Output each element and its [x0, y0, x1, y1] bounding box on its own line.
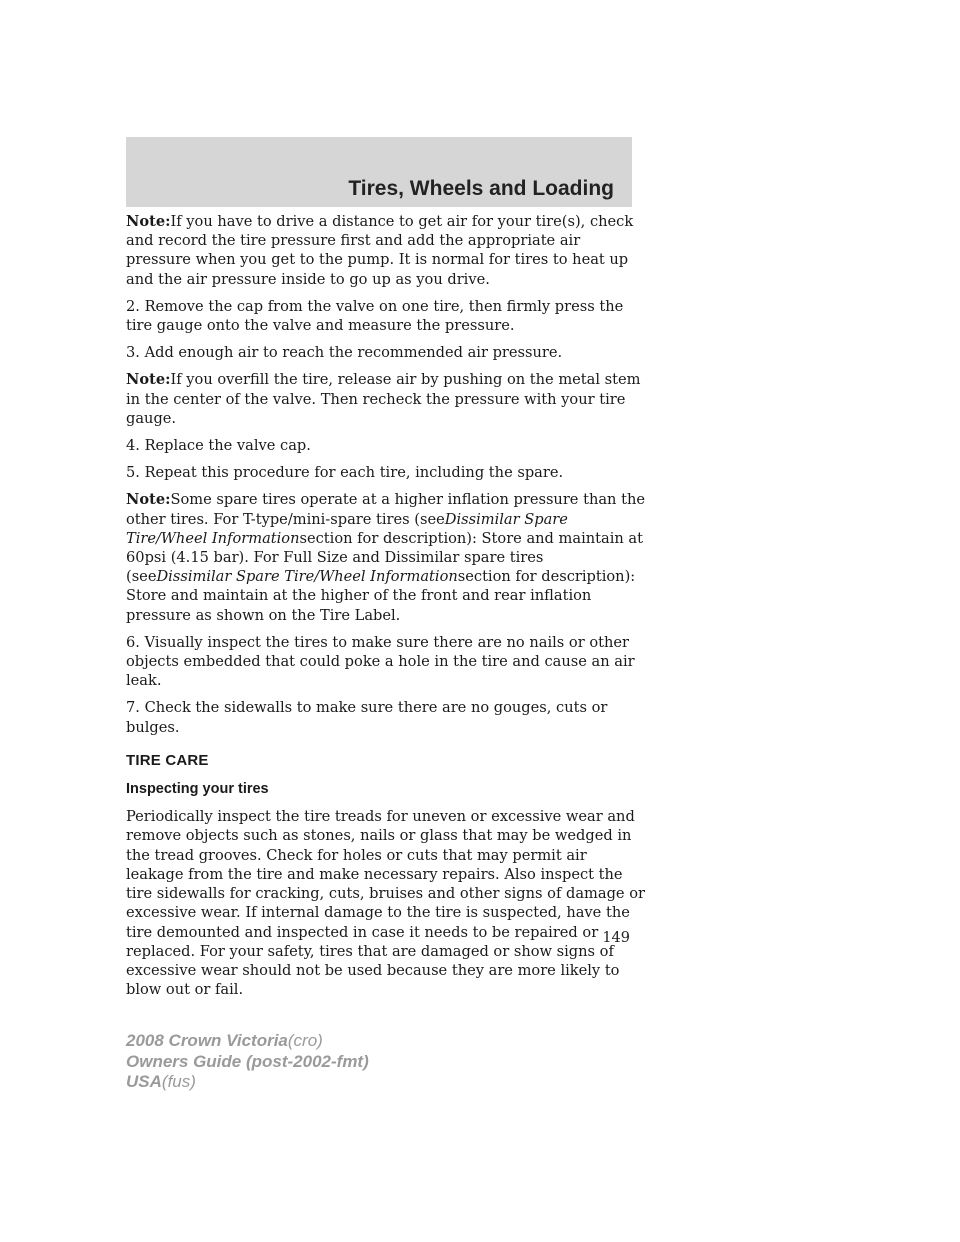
- footer-line: [126, 1031, 369, 1052]
- footer-market: USA: [126, 1072, 162, 1091]
- step-7: 7. Check the sidewalls to make sure there are no gouges, cuts or bulges.: [126, 699, 608, 736]
- step-3: 3. Add enough air to reach the recommended air pressure.: [126, 344, 563, 362]
- body-paragraph: Periodically inspect the tire treads for uneven or excessive wear and remove objects such as stones, nails or glass that may be wedged in the tread grooves. Check for holes or cuts that may permit air leakage from the tire and make necessary repairs. Also inspect the tire sidewalls for cracking, cuts, bruises and other signs of damage or excessive wear. If internal damage to the tire is suspected, have the tire demounted and inspected in case it needs to be repaired or replaced. For your safety, tires that are damaged or show signs of excessive wear should not be used because they are more likely to blow out or fail.: [126, 808, 645, 999]
- note-text: If you overfill the tire, release air by pushing on the metal stem in the center of the valve. Then recheck the pressure with your tire gauge.: [126, 371, 641, 427]
- section-title: Tires, Wheels and Loading: [348, 177, 614, 200]
- footer-line: [126, 1072, 369, 1093]
- cross-reference: Dissimilar Spare Tire/Wheel Information: [156, 568, 458, 586]
- note-text: section for description): Store and maintain at 60psi (4.15 bar). For Full Size and Dissimilar spare tires (see: [126, 529, 643, 586]
- note-label: Note:: [126, 371, 171, 389]
- footer-guide: Owners Guide (post-2002-fmt): [126, 1051, 369, 1071]
- note-label: Note:: [126, 213, 171, 230]
- note-paragraph: [126, 212, 646, 289]
- note-text: Some spare tires operate at a higher inflation pressure than the other tires. For T-type/mini-spare tires (see: [126, 491, 645, 528]
- note-paragraph: [126, 370, 646, 428]
- page-number: 149: [602, 930, 630, 946]
- footer-code: (fus): [161, 1072, 196, 1091]
- footer-model: 2008 Crown Victoria: [126, 1031, 288, 1050]
- step-4: 4. Replace the valve cap.: [126, 437, 311, 455]
- step-6: 6. Visually inspect the tires to make sure there are no nails or other objects embedded that could poke a hole in the tire and cause an air leak.: [126, 633, 635, 690]
- section-heading: TIRE CARE: [126, 751, 209, 769]
- page-content: [126, 212, 646, 1007]
- footer-line: [126, 1052, 369, 1073]
- cross-reference: Dissimilar Spare Tire/Wheel Information: [126, 510, 568, 547]
- note-text: section for description): Store and maintain at the higher of the front and rear inflation pressure as shown on the Tire Label.: [126, 568, 636, 624]
- footer-code: (cro): [287, 1031, 323, 1050]
- step-2: 2. Remove the cap from the valve on one tire, then firmly press the tire gauge onto the valve and measure the pressure.: [126, 297, 624, 335]
- note-paragraph: [126, 490, 646, 624]
- section-header-band: [126, 137, 632, 207]
- step-5: 5. Repeat this procedure for each tire, including the spare.: [126, 464, 564, 482]
- document-footer: [126, 1031, 369, 1093]
- note-text: If you have to drive a distance to get air for your tire(s), check and record the tire pressure first and add the appropriate air pressure when you get to the pump. It is normal for tires to heat up and the air pressure inside to go up as you drive.: [126, 213, 634, 288]
- note-label: Note:: [126, 491, 171, 509]
- subsection-heading: Inspecting your tires: [126, 781, 269, 798]
